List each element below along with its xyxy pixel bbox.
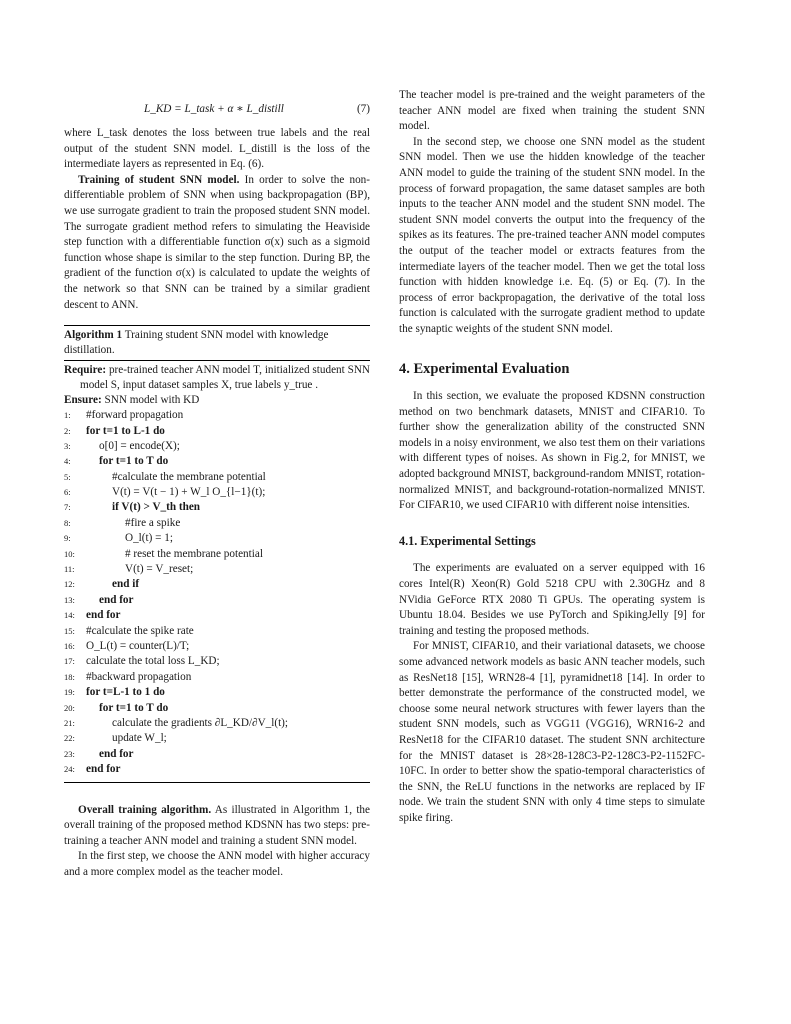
paragraph-first-step: In the first step, we choose the ANN model with higher accuracy and a more complex model as the teacher model. [64,850,370,878]
algorithm-line-text: end for [99,747,134,760]
algorithm-line [64,500,370,515]
algorithm-line-number: 6: [64,487,71,498]
paragraph-loss-definition: where L_task denotes the loss between true labels and the real output of the student SNN model. L_distill is the loss of the intermediate layers as represented in Eq. (6). [64,127,370,171]
ensure-label: Ensure: [64,394,102,407]
algorithm-line [64,439,370,454]
paragraph-evaluation-intro: In this section, we evaluate the proposed KDSNN construction method on two benchmark datasets, MNIST and CIFAR10. To further show the generalization ability of the constructed SNN models in a noisy environment, we also test them on their variations with different types of noises. As shown in Fig.2, for MNIST, we adopted background MNIST, background-random MNIST, rotation-normalized MNIST, and background-rotation-normalized MNIST. For CIFAR10, we used CIFAR10 with different noise intensities. [399,390,705,512]
algorithm-line [64,639,370,654]
algorithm-line-text: O_L(t) = counter(L)/T; [86,639,190,652]
algorithm-line-number: 4: [64,456,71,467]
algorithm-line-text: for t=1 to T do [99,455,169,468]
algorithm-lines [64,408,370,777]
paragraph-teacher-pretrained: The teacher model is pre-trained and the weight parameters of the teacher ANN model are fixed when training the student SNN model. [399,89,705,133]
algorithm-line-text: calculate the gradients ∂L_KD/∂V_l(t); [112,716,289,729]
algorithm-line-number: 16: [64,640,75,651]
algorithm-line-text: # reset the membrane potential [125,547,263,560]
algorithm-line-number: 24: [64,764,75,775]
algorithm-line-number: 10: [64,548,75,559]
algorithm-line-text: #forward propagation [86,409,184,422]
algorithm-line-number: 20: [64,702,75,713]
equation-formula: L_KD = L_task + α ∗ L_distill [144,103,284,115]
paragraph-models: For MNIST, CIFAR10, and their variational datasets, we choose some advanced network models as basic ANN teacher models, such as ResNet18 [15], WRN28-4 [1], pyramidnet18 [14]. In order to better demonstrate the performance of the constructed model, we choose some neural network structures with fewer layers than the student SNN models, such as VGG11 (VGG16), WRN16-2 and ResNet18 for the CIFAR10 dataset. The student SNN architecture for the MNIST dataset is 28×28-128C3-P2-128C3-P2-1152FC-10FC. In order to better show the spatio-temporal characteristics of the SNN, the ReLU functions in the networks are replaced by IF node. We train the student SNN with only 4 time steps to simulate spike firing. [399,640,705,824]
algorithm-line-text: #calculate the membrane potential [112,470,266,483]
algorithm-title: Training student SNN model with knowledge distillation. [64,329,329,357]
require-text: pre-trained teacher ANN model T, initialized student SNN model S, input dataset samples X, true labels y_true . [80,364,370,392]
algorithm-line-number: 23: [64,748,75,759]
algorithm-line-number: 13: [64,594,75,605]
algorithm-line-number: 7: [64,502,71,513]
algorithm-line [64,531,370,546]
algorithm-line-text: end for [86,763,121,776]
algorithm-line-text: #calculate the spike rate [86,624,194,637]
paragraph-lead: Training of student SNN model. [78,173,240,186]
algorithm-line-text: calculate the total loss L_KD; [86,655,220,668]
algorithm-line-number: 17: [64,656,75,667]
algorithm-line [64,670,370,685]
algorithm-line [64,701,370,716]
equation-number: (7) [356,103,370,115]
algorithm-line [64,654,370,669]
left-column [64,88,370,880]
paragraph-body: In order to solve the non-differentiable problem of SNN when using backpropagation (BP), we use surrogate gradient to train the proposed student SNN model. The surrogate gradient method refers to simulating the Heaviside step function with a differentiable function σ(x) such as a sigmoid function whose shape is similar to the step function. During BP, the gradient of the function σ(x) is calculated to update the weights of the network so that SNN can be trained by a similar gradient descent to ANN. [64,173,371,311]
algorithm-line-number: 12: [64,579,75,590]
algorithm-box [64,325,370,782]
algorithm-line-text: o[0] = encode(X); [99,439,180,452]
algorithm-line-text: for t=1 to T do [99,701,169,714]
algorithm-line [64,731,370,746]
algorithm-line [64,562,370,577]
paragraph-lead: Overall training algorithm. [78,803,212,816]
algorithm-line-text: O_l(t) = 1; [125,532,173,545]
equation-7 [64,96,370,122]
algorithm-require [64,363,370,393]
algorithm-line [64,593,370,608]
algorithm-line [64,624,370,639]
algorithm-line [64,454,370,469]
algorithm-line-number: 15: [64,625,75,636]
right-column [399,88,705,827]
algorithm-line [64,485,370,500]
algorithm-line-text: end for [86,609,121,622]
algorithm-line-text: for t=1 to L-1 do [86,424,165,437]
paragraph-training-student [64,173,370,313]
algorithm-line-text: if V(t) > V_th then [112,501,201,514]
algorithm-line-number: 21: [64,717,75,728]
algorithm-line-number: 22: [64,733,75,744]
paragraph-body: As illustrated in Algorithm 1, the overall training of the proposed method KDSNN has two steps: pre-training a teacher ANN model and training a student SNN model. [64,803,370,847]
algorithm-line-number: 3: [64,440,71,451]
section-heading-4: 4. Experimental Evaluation [399,360,570,377]
algorithm-line-text: #fire a spike [125,516,181,529]
algorithm-line [64,762,370,777]
require-label: Require: [64,364,107,377]
algorithm-line-number: 2: [64,425,71,436]
algorithm-line [64,608,370,623]
ensure-text: SNN model with KD [104,394,200,407]
algorithm-label: Algorithm 1 [64,329,123,342]
algorithm-line-text: end if [112,578,140,591]
algorithm-line [64,470,370,485]
algorithm-ensure [64,393,370,408]
algorithm-line-text: #backward propagation [86,670,192,683]
algorithm-line-number: 18: [64,671,75,682]
algorithm-line-number: 19: [64,687,75,698]
algorithm-line-text: V(t) = V_reset; [125,563,194,576]
algorithm-line [64,685,370,700]
paragraph-overall-training [64,803,370,850]
algorithm-line-text: end for [99,593,134,606]
paragraph-hardware: The experiments are evaluated on a server equipped with 16 cores Intel(R) Xeon(R) Gold 5218 CPU with 2.30GHz and 8 NVidia GeForce RTX 2080 Ti GPUs. The operating system is Ubuntu 18.04. Besides we use PyTorch and SpikingJelly [9] for training and testing the proposed methods. [399,562,705,637]
algorithm-line-number: 5: [64,471,71,482]
algorithm-line-text: V(t) = V(t − 1) + W_l O_{l−1}(t); [112,486,266,499]
algorithm-line [64,747,370,762]
algorithm-body [64,361,370,781]
algorithm-line-number: 8: [64,517,71,528]
section-heading-4-1: 4.1. Experimental Settings [399,533,536,548]
algorithm-line-text: for t=L-1 to 1 do [86,686,165,699]
algorithm-line [64,516,370,531]
algorithm-line [64,408,370,423]
algorithm-line [64,577,370,592]
algorithm-line [64,547,370,562]
algorithm-line-number: 1: [64,410,71,421]
algorithm-line-number: 11: [64,564,75,575]
algorithm-line [64,716,370,731]
algorithm-caption [64,326,370,361]
algorithm-line [64,424,370,439]
algorithm-line-text: update W_l; [112,732,167,745]
algorithm-line-number: 9: [64,533,71,544]
paragraph-second-step: In the second step, we choose one SNN model as the student SNN model. Then we use the hidden knowledge of the teacher ANN model to guide the training of the student SNN model. In the process of forward propagation, the same dataset samples are both inputs to the teacher ANN model and the student SNN model. The student SNN model converts the output into the frequency of the spikes as its features. The pre-trained teacher ANN model computes the output of the teacher model or extracts features from the intermediate layers of the teacher model. Then we get the total loss function with hidden knowledge i.e. Eq. (5) or Eq. (7). In the process of error backpropagation, the derivative of the total loss function is calculated with the surrogate gradient method to update the synaptic weights of the student SNN model. [399,135,705,335]
algorithm-line-number: 14: [64,610,75,621]
